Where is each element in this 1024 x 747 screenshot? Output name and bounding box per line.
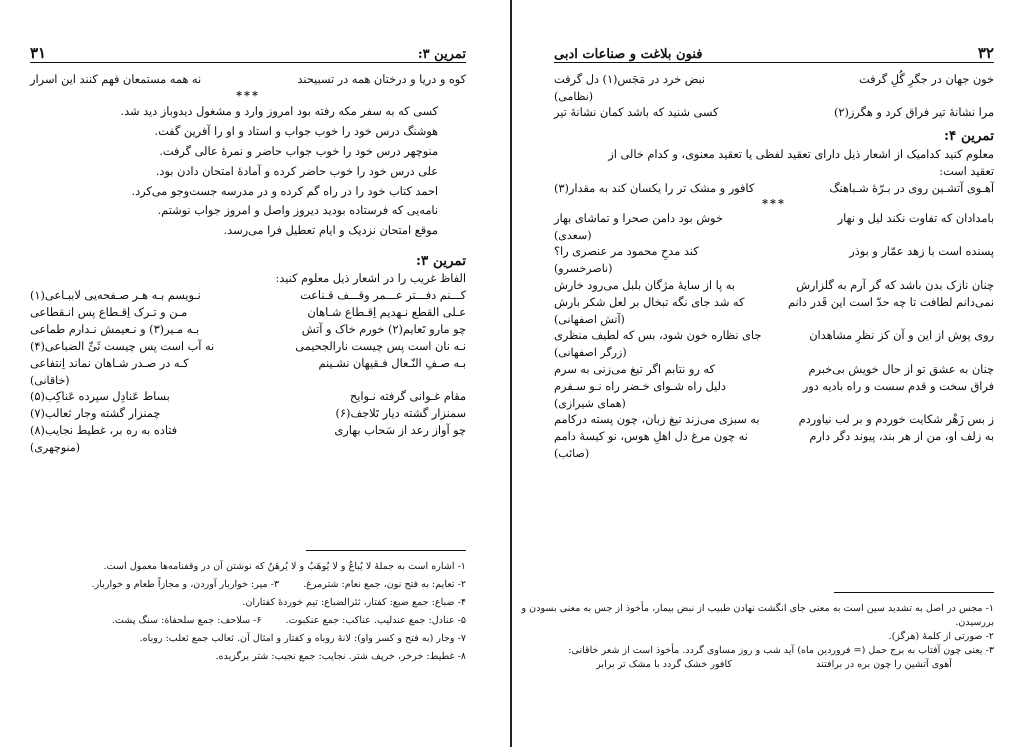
section-separator: *** — [236, 87, 260, 102]
hemistich: به سبزی می‌زند تیغ زبان، چون پسته درکامم — [554, 413, 760, 427]
hemistich: سمنزار گشته دیار تَلاجف(۶) — [335, 407, 466, 421]
footnote-rule — [306, 550, 466, 551]
page-body — [554, 72, 994, 462]
verse-source: (صائب) — [554, 446, 590, 460]
verse-line — [30, 339, 466, 356]
hemistich: نبض خرد در مَجَس(۱) دل گرفت — [554, 73, 706, 86]
footnote-rule — [834, 592, 994, 593]
footnote: ۷- وجار (به فتح و کسر واو): لانهٔ روباه و کفتار و امثال آن. ثعالب جمع ثعلب: روباه. — [139, 632, 466, 644]
hemistich: آهوی آتشین را چون بره در برافتند — [816, 658, 952, 670]
footnote-verse — [554, 658, 994, 672]
footnote-row — [36, 614, 466, 628]
verse-line — [30, 288, 466, 305]
footnote: ۲- تعایم: به فتح نون، جمع نعام: شترمرغ. — [303, 578, 466, 590]
running-title: فنون بلاغت و صناعات ادبی — [554, 47, 703, 62]
hemistich: بـه مـیر(۳) و نـعیمش نـدارم طماعی — [30, 322, 200, 336]
hemistich: کـــنم دفـــتر عـــمر وقـــف قـناعت — [300, 289, 466, 303]
hemistich: چو آواز رعد از سَحاب بهاری — [334, 424, 466, 438]
hemistich: مـن و تـرک اِقـطاع پس انـقطاعی — [30, 305, 188, 319]
hemistich: پسنده است با زهد عمّار و بوذر — [849, 245, 994, 259]
verse-line — [554, 278, 994, 295]
verse-line — [30, 322, 466, 339]
verse-source: (خاقانی) — [30, 373, 70, 387]
hemistich: که رو نتابم اگر تیغ می‌زنی به سرم — [554, 362, 715, 376]
hemistich: نه چون مرغ دل اهلِ هوس، نو کیسهٔ دامم — [554, 429, 748, 443]
verse-line — [554, 211, 994, 228]
verse-source: (زرگر اصفهانی) — [554, 346, 627, 360]
running-header — [554, 42, 994, 63]
verse-line — [30, 423, 466, 440]
page-31 — [0, 0, 506, 747]
hemistich: فراق سخت و قدم سست و راه بادیه دور — [802, 379, 994, 393]
hemistich: نـه نان است پس چیست نارالجحیمی — [295, 339, 466, 353]
verse-line — [554, 412, 994, 429]
book-spine — [510, 0, 512, 747]
hemistich: کند مدحِ محمود مر عنصری را؟ — [554, 245, 699, 259]
verse-source: (نظامی) — [554, 89, 594, 103]
footnote: ۵- عنادل: جمع عندلیب. عناکب: جمع عنکبوت. — [285, 614, 466, 626]
footnote: ۳- میر: خواربار آوردن، و مجازاً طعام و خواربار. — [91, 578, 280, 590]
verse-line — [554, 328, 994, 345]
verse-source: (آتش اصفهانی) — [554, 312, 625, 326]
footnote: ۲- صورتی از کلمهٔ (هرگز). — [888, 630, 994, 642]
verse-line — [554, 362, 994, 379]
verse-source: (ناصرخسرو) — [554, 262, 613, 276]
hemistich: بامدادان که تفاوت نکند لیل و نهار — [837, 211, 994, 225]
running-header — [30, 42, 466, 63]
hemistich: نه همه مستمعان فهم کنند این اسرار — [30, 73, 202, 86]
hemistich: چو مارو تَعایم(۲) خورم خاک و آتش — [301, 322, 466, 336]
hemistich: آهـوی آتشـین روی در بـرّهٔ شـباهنگ — [829, 181, 994, 195]
footnote: ۳- یعنی چون آفتاب به برج حمل (= فروردین ماه) آید شب و روز مساوی گردد. مأخوذ است از شعر خاقانی: — [568, 644, 994, 656]
hemistich: چنان به عشق تو از حال خویش بی‌خبرم — [808, 362, 994, 376]
verse-line — [554, 379, 994, 396]
verse-source: (سعدی) — [554, 228, 592, 242]
section-separator: *** — [762, 196, 786, 211]
hemistich: مرا نشانهٔ تیر فراق کرد و هگرز(۲) — [833, 106, 994, 120]
hemistich: چمنزار گشته وجار ثعالب(۷) — [30, 407, 161, 421]
verse-line — [30, 406, 466, 423]
page-number: ۳۲ — [977, 44, 994, 62]
hemistich: خوش بود دامن صحرا و تماشای بهار — [554, 211, 723, 225]
hemistich: روی پوش از این و آن کز نظرِ مشاهدان — [809, 329, 994, 343]
page-body — [30, 72, 466, 457]
sentence: هوشنگ درس خود را خوب جواب و استاد و او را آفرین گفت. — [154, 125, 438, 139]
verse-line — [554, 72, 994, 89]
hemistich: فتاده به ره بر، غطیط نجایب(۸) — [30, 424, 178, 438]
exercise-intro: الفاظ غریب را در اشعار ذیل معلوم کنید: — [275, 272, 466, 286]
footnote: ۶- سلاحف: جمع سلحفاة: سنگ پشت. — [111, 614, 262, 626]
hemistich: جای نظاره خون شود، بس که لطیف منظری — [554, 329, 762, 343]
footnote: ۸- غطیط: خرخر، خرپف شتر. نجایب: جمع نجیب: شتر برگزیده. — [215, 650, 466, 662]
verse-line — [30, 72, 466, 89]
footnote: بررسیدن. — [955, 616, 994, 628]
sentence: احمد کتاب خود را در راه گم کرده و در مدرسه جست‌وجو می‌کرد. — [131, 184, 438, 198]
hemistich: نه آب است پس چیست ثَئّ الضباعی(۴) — [30, 339, 215, 353]
hemistich: به زلف او، من از هر بند، پیوند دگر دارم — [809, 429, 994, 443]
sentence: موقع امتحان نزدیک و ایام تعطیل فرا می‌رسد. — [223, 224, 438, 238]
hemistich: کوه و دریا و درختان همه در تسبیحند — [297, 73, 466, 86]
hemistich: که شد جای نگه تبخال بر لعل شکر بارش — [554, 295, 745, 309]
hemistich: دلیل راه شـوای خـضر راه نـو سـفرم — [554, 379, 726, 393]
page-number: ۳۱ — [30, 44, 47, 62]
verse-line — [30, 305, 466, 322]
footnotes — [36, 560, 466, 663]
footnote: ۱- اشاره است به جملهٔ لا یُباعُ و لا یُوهَبُ و لا یُرهَنُ که نوشتن آن در وقفنامه‌ها معمول است. — [103, 561, 466, 572]
verse-line — [554, 105, 994, 122]
verse-line — [554, 295, 994, 312]
exercise-title: تمرین ۴: — [944, 128, 994, 145]
hemistich: مقام غـوانی گرفته نـوایح — [349, 390, 466, 404]
hemistich: نمی‌دانم لطافت تا چه حدّ است این قَدر دانم — [787, 295, 994, 309]
footnote: ۱- مجس در اصل به تشدید سین است به معنی جای انگشت نهادن طبیب از نبض بیمار، مأخوذ از جس به معنی بسودن و — [521, 603, 994, 614]
hemistich: ز بس زَهْر شکایت خوردم و بر لب نیاوردم — [798, 413, 994, 427]
sentence: علی درس خود را خوب حاضر کرده و آمادهٔ امتحان دادن بود. — [155, 164, 438, 178]
hemistich: کسی شنید که باشد کمان نشانهٔ تیر — [554, 106, 719, 120]
verse-line — [554, 429, 994, 446]
hemistich: چنان نازک بدن باشد که گر آرم به گلزارش — [796, 278, 994, 292]
verse-line — [30, 389, 466, 406]
verse-line — [554, 244, 994, 261]
hemistich: کـه در صـدر شـاهان نماند اِنتفاعی — [30, 356, 189, 370]
hemistich: به پا از سایهٔ مژگان بلبل می‌رود خارش — [554, 278, 735, 292]
footnote-row — [36, 578, 466, 592]
exercise-sentences — [30, 102, 438, 240]
page-32 — [518, 0, 1024, 747]
verse-line — [554, 181, 994, 198]
verse-source: (منوچهری) — [30, 441, 81, 455]
hemistich: عـلی القطع نـهدیم اِقـطاع شـاهان — [307, 305, 466, 319]
verse-line — [30, 356, 466, 373]
hemistich: خون جهان در جگرِ گُلِ گرفت — [859, 73, 994, 86]
verse-source: (همای شیرازی) — [554, 396, 626, 410]
footnote: ۴- ضباع: جمع ضبع: کفتار، ثئرالضباع: تیم خوردهٔ کفتاران. — [242, 596, 466, 608]
exercise-intro: تعقید است: — [939, 164, 994, 178]
running-title: تمرین ۳: — [417, 47, 466, 62]
hemistich: کافور خشک گردد با مشک تر برابر — [596, 658, 732, 670]
hemistich: بساط عَنادِل سپرده عَناکِب(۵) — [30, 390, 170, 404]
sentence: منوچهر درس خود را خوب جواب حاضر و نمرهٔ عالی گرفت. — [159, 145, 438, 159]
exercise-intro: معلوم کنید کدامیک از اشعار ذیل دارای تعقید لفظی یا تعقید معنوی، و کدام خالی از — [608, 147, 994, 161]
footnotes — [521, 602, 994, 672]
hemistich: بـه صـفِ النّـعال فـقیهان نشـینم — [318, 356, 466, 370]
sentence: کسی که به سفر مکه رفته بود امروز وارد و مشغول دیدوباز دید شد. — [120, 105, 438, 119]
exercise-title: تمرین ۳: — [416, 252, 466, 269]
hemistich: نـویسم بـه هـر صـفحه‌یی لاببـاعی(۱) — [30, 289, 201, 303]
sentence: نامه‌یی که فرستاده بودید دیروز واصل و امروز جواب نوشتم. — [157, 204, 438, 218]
hemistich: کافور و مشک تر را یکسان کند به مقدار(۳) — [554, 181, 755, 195]
